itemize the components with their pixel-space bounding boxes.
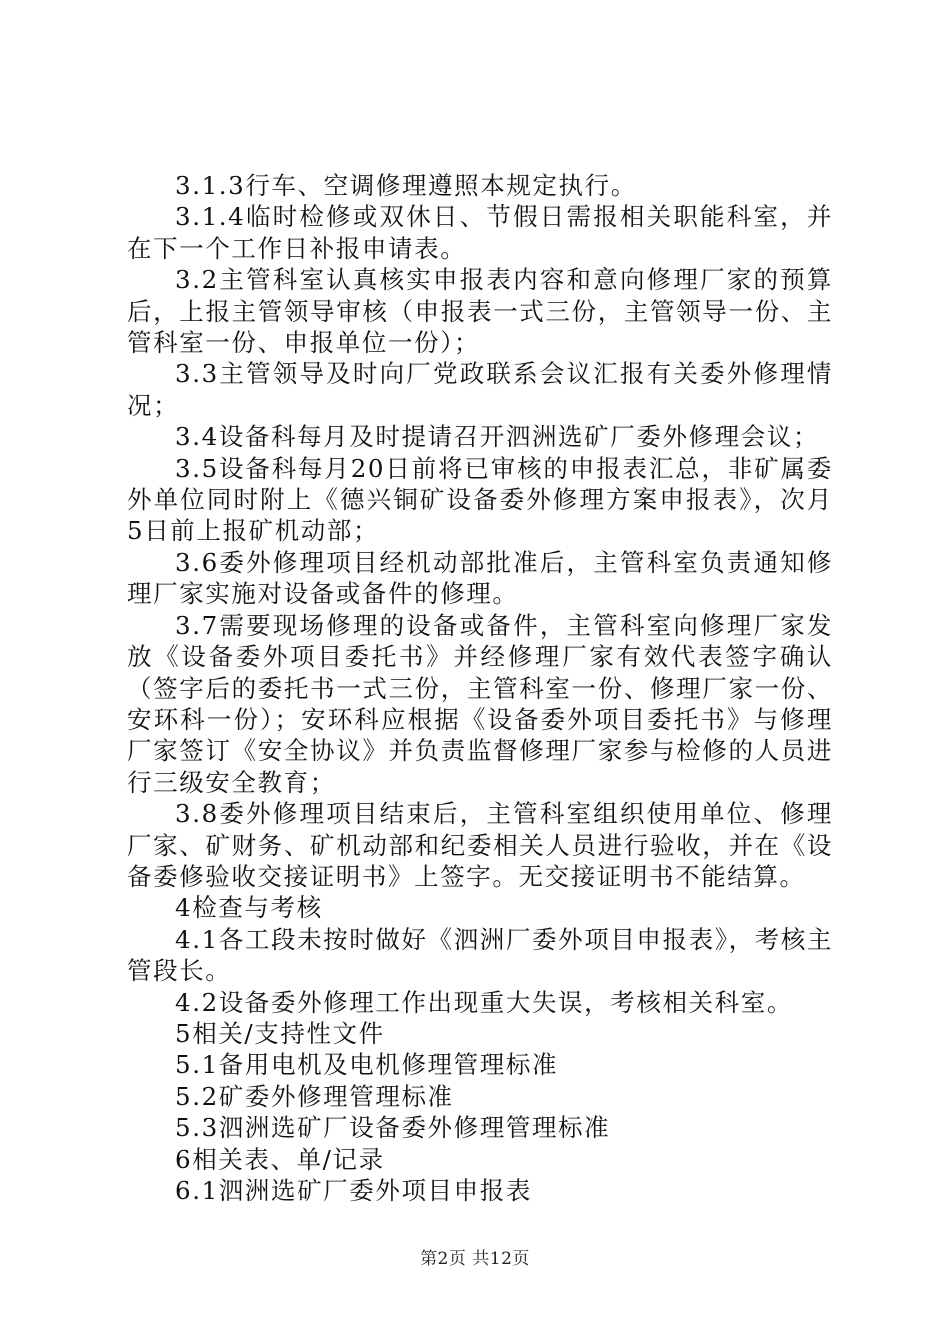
paragraph-5-3: 5.3泗洲选矿厂设备委外修理管理标准 — [175, 1113, 611, 1143]
page-footer: 第2页 共12页 — [420, 1249, 530, 1269]
document-body — [127, 170, 833, 1206]
paragraph-4-2: 4.2设备委外修理工作出现重大失误，考核相关科室。 — [175, 987, 793, 1017]
section-heading-6: 6相关表、单/记录 — [175, 1144, 385, 1174]
paragraph-4-1: 4.1各工段未按时做好《泗洲厂委外项目申报表》，考核主管段长。 — [127, 924, 833, 986]
paragraph-3-5: 3.5设备科每月20日前将已审核的申报表汇总，非矿属委外单位同时附上《德兴铜矿设备委外修理方案申报表》，次月5日前上报矿机动部； — [127, 453, 833, 546]
paragraph-3-1-3: 3.1.3行车、空调修理遵照本规定执行。 — [175, 171, 637, 200]
paragraph-3-6: 3.6委外修理项目经机动部批准后，主管科室负责通知修理厂家实施对设备或备件的修理。 — [127, 547, 833, 609]
paragraph-6-1: 6.1泗洲选矿厂委外项目申报表 — [175, 1176, 532, 1205]
paragraph-3-4: 3.4设备科每月及时提请召开泗洲选矿厂委外修理会议； — [175, 422, 820, 452]
section-heading-4: 4检查与考核 — [175, 893, 323, 923]
paragraph-3-7: 3.7需要现场修理的设备或备件，主管科室向修理厂家发放《设备委外项目委托书》并经修理厂家有效代表签字确认（签字后的委托书一式三份，主管科室一份、修理厂家一份、安环科一份）；安环科应根据《设备委外项目委托书》与修理厂家签订《安全协议》并负责监督修理厂家参与检修的人员进行三级安全教育； — [127, 610, 833, 797]
paragraph-3-3: 3.3主管领导及时向厂党政联系会议汇报有关委外修理情况； — [127, 359, 833, 420]
section-heading-5: 5相关/支持性文件 — [175, 1018, 385, 1048]
paragraph-3-8: 3.8委外修理项目结束后，主管科室组织使用单位、修理厂家、矿财务、矿机动部和纪委相关人员进行验收，并在《设备委修验收交接证明书》上签字。无交接证明书不能结算。 — [127, 799, 833, 891]
paragraph-3-2: 3.2主管科室认真核实申报表内容和意向修理厂家的预算后，上报主管领导审核（申报表一式三份，主管领导一份、主管科室一份、申报单位一份）； — [127, 265, 833, 358]
paragraph-5-2: 5.2矿委外修理管理标准 — [175, 1081, 454, 1111]
paragraph-5-1: 5.1备用电机及电机修理管理标准 — [175, 1050, 559, 1080]
paragraph-3-1-4: 3.1.4临时检修或双休日、节假日需报相关职能科室，并在下一个工作日补报申请表。 — [127, 202, 833, 263]
